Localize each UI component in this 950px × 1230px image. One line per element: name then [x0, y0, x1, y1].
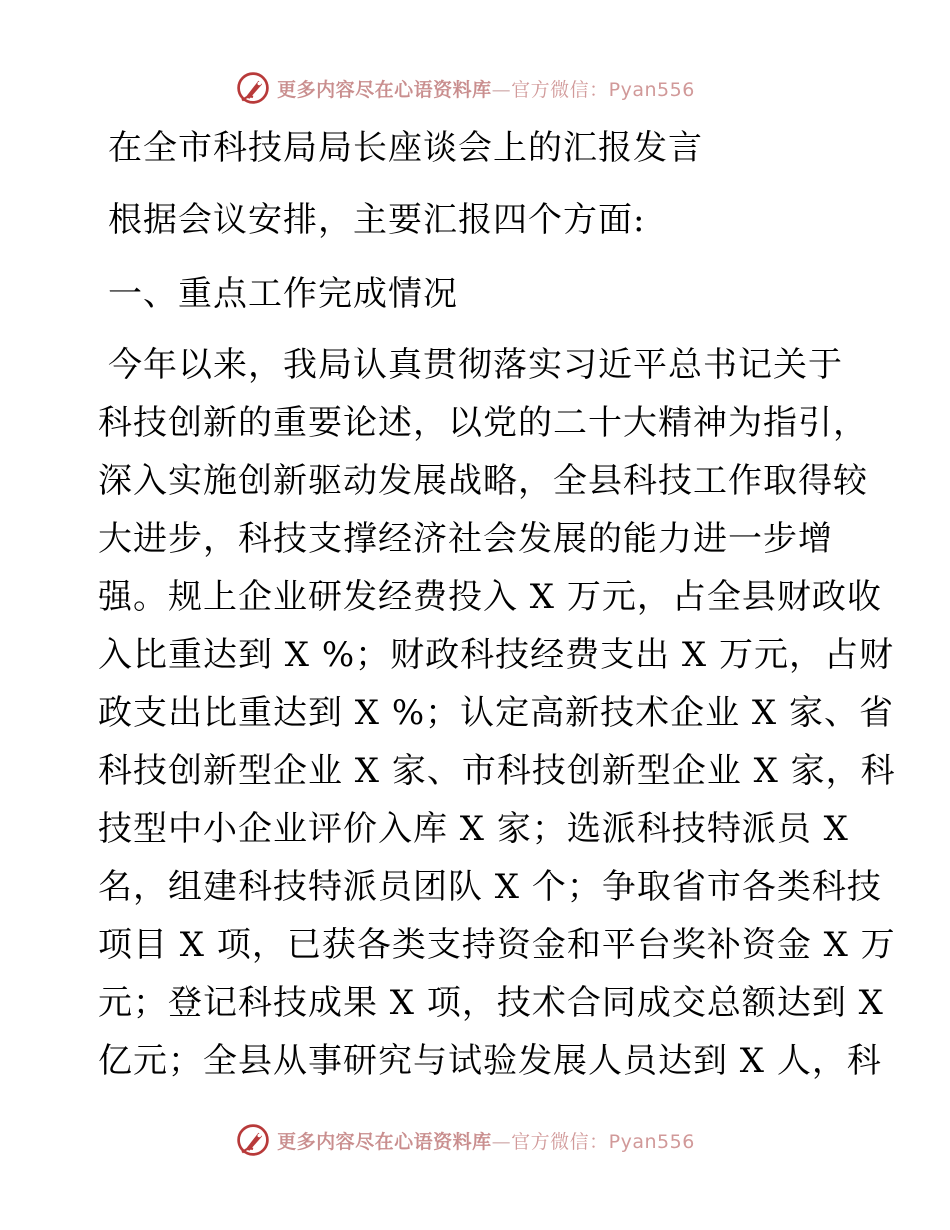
paragraph-line: 今年以来，我局认真贯彻落实习近平总书记关于	[108, 345, 843, 385]
document-intro: 根据会议安排，主要汇报四个方面:	[108, 200, 646, 240]
watermark-text	[277, 1127, 695, 1154]
watermark-brand: 更多内容尽在心语资料库	[277, 78, 492, 101]
watermark-text	[277, 75, 695, 102]
body-paragraph	[98, 345, 896, 1099]
paragraph-line: 科技创新的重要论述，以党的二十大精神为指引，	[98, 403, 868, 443]
watermark-contact: 官方微信：Pyan556	[511, 78, 695, 101]
paragraph-line: 大进步，科技支撑经济社会发展的能力进一步增	[98, 519, 833, 559]
footer-watermark	[0, 1120, 950, 1160]
paragraph-line: 元；登记科技成果 X 项，技术合同成交总额达到 X	[98, 983, 884, 1023]
paragraph-line: 强。规上企业研发经费投入 X 万元，占全县财政收	[98, 577, 882, 617]
watermark-contact: 官方微信：Pyan556	[511, 1130, 695, 1153]
document-title: 在全市科技局局长座谈会上的汇报发言	[108, 128, 703, 168]
header-watermark	[0, 68, 950, 108]
section-heading: 一、重点工作完成情况	[108, 274, 458, 314]
watermark-separator: —	[491, 78, 512, 101]
paragraph-line: 技型中小企业评价入库 X 家；选派科技特派员 X	[98, 809, 849, 849]
paragraph-line: 科技创新型企业 X 家、市科技创新型企业 X 家，科	[98, 751, 896, 791]
paragraph-line: 亿元；全县从事研究与试验发展人员达到 X 人，科	[98, 1041, 882, 1081]
watermark-brand: 更多内容尽在心语资料库	[277, 1130, 492, 1153]
paragraph-line: 政支出比重达到 X %；认定高新技术企业 X 家、省	[98, 693, 894, 733]
paragraph-line: 项目 X 项，已获各类支持资金和平台奖补资金 X 万	[98, 925, 896, 965]
watermark-separator: —	[491, 1130, 512, 1153]
pen-nib-logo-icon	[235, 1122, 271, 1158]
pen-nib-logo-icon	[235, 70, 271, 106]
paragraph-line: 深入实施创新驱动发展战略，全县科技工作取得较	[98, 461, 868, 501]
paragraph-line: 入比重达到 X %；财政科技经费支出 X 万元，占财	[98, 635, 894, 675]
paragraph-line: 名，组建科技特派员团队 X 个；争取省市各类科技	[98, 867, 882, 907]
